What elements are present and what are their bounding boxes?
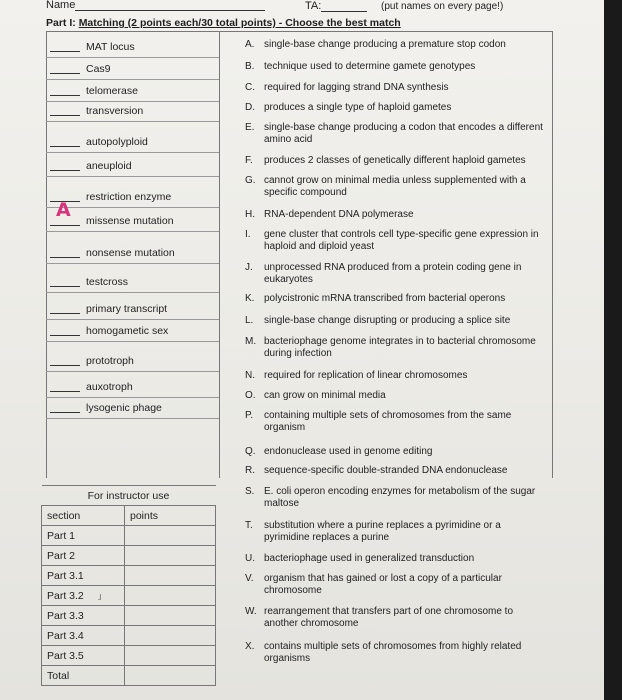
name-label: Name — [46, 0, 76, 11]
option-text: technique used to determine gamete genotypes — [264, 61, 476, 72]
term-label: aneuploid — [86, 160, 132, 172]
section-cell: Part 2 — [42, 546, 125, 566]
option-letter: O. — [245, 390, 256, 401]
term-row — [46, 126, 219, 153]
option-letter: K. — [245, 293, 255, 304]
option-item — [245, 61, 550, 73]
ta-field[interactable] — [305, 0, 367, 12]
term-label: primary transcript — [86, 303, 168, 315]
option-letter: P. — [245, 410, 254, 421]
section-cell: Part 3.5 — [42, 646, 125, 666]
term-row — [46, 155, 219, 177]
points-cell[interactable] — [125, 586, 216, 606]
answer-blank[interactable] — [50, 391, 80, 392]
option-item — [245, 573, 550, 597]
name-field[interactable] — [46, 0, 265, 11]
points-cell[interactable] — [125, 606, 216, 626]
term-row — [46, 209, 219, 232]
option-text: substitution where a purine replaces a pyrimidine or a pyrimidine replaces a purine — [264, 520, 501, 543]
option-item — [245, 209, 550, 221]
term-row — [46, 396, 219, 419]
term-label: telomerase — [86, 85, 138, 97]
term-label: homogametic sex — [86, 325, 169, 337]
option-letter: G. — [245, 175, 256, 186]
option-item — [245, 102, 550, 114]
option-letter: F. — [245, 155, 253, 166]
option-text: endonuclease used in genome editing — [264, 446, 433, 457]
option-item — [245, 122, 550, 146]
points-cell[interactable] — [125, 666, 216, 686]
answer-blank[interactable] — [50, 286, 80, 287]
handwritten-answer: A — [56, 199, 71, 221]
option-item — [245, 293, 550, 305]
term-label: restriction enzyme — [86, 191, 172, 203]
option-letter: W. — [245, 606, 257, 617]
section-cell: Part 3.2 — [42, 586, 125, 606]
answer-blank[interactable] — [50, 170, 80, 171]
col-points-header: points — [125, 506, 216, 526]
term-label: nonsense mutation — [86, 247, 175, 259]
term-label: missense mutation — [86, 215, 174, 227]
option-text: contains multiple sets of chromosomes from highly related organisms — [264, 641, 522, 664]
points-cell[interactable] — [125, 546, 216, 566]
ta-blank[interactable] — [321, 1, 367, 12]
option-letter: E. — [245, 122, 255, 133]
section-cell: Total — [42, 666, 125, 686]
names-note: (put names on every page!) — [381, 1, 504, 12]
option-letter: A. — [245, 39, 255, 50]
col-section-header: section — [42, 506, 125, 526]
section-cell: Part 3.4 — [42, 626, 125, 646]
option-item — [245, 606, 550, 630]
term-label: autopolyploid — [86, 136, 148, 148]
option-letter: X. — [245, 641, 255, 652]
option-text: bacteriophage used in generalized transduction — [264, 553, 475, 564]
option-letter: S. — [245, 486, 255, 497]
points-cell[interactable] — [125, 646, 216, 666]
option-text: single-base change disrupting or producing a splice site — [264, 315, 511, 326]
option-item — [245, 155, 550, 167]
option-item — [245, 39, 550, 51]
term-row — [46, 37, 219, 58]
page-edge-shadow — [604, 0, 622, 700]
option-letter: H. — [245, 209, 255, 220]
term-row — [46, 80, 219, 102]
term-row — [46, 375, 219, 398]
option-letter: N. — [245, 370, 255, 381]
ta-label: TA: — [305, 0, 322, 12]
option-item — [245, 465, 550, 477]
term-label: prototroph — [86, 355, 134, 367]
answer-blank[interactable] — [50, 365, 80, 366]
term-label: Cas9 — [86, 63, 111, 75]
option-text: rearrangement that transfers part of one chromosome to another chromosome — [264, 606, 514, 629]
option-letter: D. — [245, 102, 255, 113]
option-item — [245, 641, 550, 665]
option-letter: R. — [245, 465, 255, 476]
term-row — [46, 343, 219, 372]
term-row — [46, 100, 219, 122]
option-text: required for lagging strand DNA synthesis — [264, 82, 449, 93]
option-text: E. coli operon encoding enzymes for metabolism of the sugar maltose — [264, 486, 536, 509]
option-text: cannot grow on minimal media unless supplemented with a specific compound — [264, 175, 526, 198]
points-cell[interactable] — [125, 526, 216, 546]
option-item — [245, 229, 550, 253]
points-cell[interactable] — [125, 626, 216, 646]
term-row — [46, 237, 219, 264]
option-letter: M. — [245, 336, 257, 347]
option-letter: U. — [245, 553, 255, 564]
option-text: gene cluster that controls cell type-specific gene expression in haploid and diploid yeast — [264, 229, 539, 252]
option-item — [245, 315, 550, 327]
term-row — [46, 181, 219, 208]
option-letter: V. — [245, 573, 254, 584]
option-letter: J. — [245, 262, 253, 273]
option-text: single-base change producing a premature stop codon — [264, 39, 506, 50]
option-text: produces a single type of haploid gametes — [264, 102, 452, 113]
answer-blank[interactable] — [50, 335, 80, 336]
part-heading: Matching (2 points each/30 total points) - Choose the best match — [78, 17, 401, 29]
name-blank[interactable] — [75, 0, 265, 11]
option-item — [245, 390, 550, 402]
section-cell: Part 3.3 — [42, 606, 125, 626]
answer-blank[interactable] — [50, 257, 80, 258]
term-label: auxotroph — [86, 381, 133, 393]
option-text: produces 2 classes of genetically different haploid gametes — [264, 155, 526, 166]
option-text: RNA-dependent DNA polymerase — [264, 209, 414, 220]
pencil-mark: ɹ — [98, 591, 102, 603]
term-row — [46, 297, 219, 320]
option-text: single-base change producing a codon that encodes a different amino acid — [264, 122, 543, 145]
term-label: transversion — [86, 105, 144, 117]
answer-blank[interactable] — [50, 73, 80, 74]
option-item — [245, 370, 550, 382]
option-item — [245, 446, 550, 458]
answer-blank[interactable] — [50, 95, 80, 96]
option-letter: I. — [245, 229, 251, 240]
answer-blank[interactable] — [50, 51, 80, 52]
option-letter: Q. — [245, 446, 256, 457]
option-item — [245, 82, 550, 94]
term-label: lysogenic phage — [86, 402, 162, 414]
instructor-table — [41, 485, 216, 686]
option-text: can grow on minimal media — [264, 390, 386, 401]
option-text: required for replication of linear chromosomes — [264, 370, 468, 381]
option-item — [245, 336, 550, 360]
term-row — [46, 58, 219, 80]
option-text: unprocessed RNA produced from a protein coding gene in eukaryotes — [264, 262, 522, 285]
option-item — [245, 553, 550, 565]
option-item — [245, 410, 550, 434]
option-letter: B. — [245, 61, 255, 72]
option-text: bacteriophage genome integrates in to bacterial chromosome during infection — [264, 336, 536, 359]
answer-blank[interactable] — [50, 412, 80, 413]
section-cell: Part 3.1 — [42, 566, 125, 586]
option-letter: T. — [245, 520, 253, 531]
option-item — [245, 486, 550, 510]
term-label: testcross — [86, 276, 129, 288]
instructor-caption: For instructor use — [42, 486, 216, 506]
answer-blank[interactable] — [50, 313, 80, 314]
term-label: MAT locus — [86, 41, 135, 53]
option-letter: L. — [245, 315, 254, 326]
answer-blank[interactable] — [50, 225, 80, 226]
answer-blank[interactable] — [50, 146, 80, 147]
option-text: organism that has gained or lost a copy of a particular chromosome — [264, 573, 502, 596]
answer-blank[interactable] — [50, 115, 80, 116]
option-text: sequence-specific double-stranded DNA endonuclease — [264, 465, 508, 476]
option-letter: C. — [245, 82, 255, 93]
part-prefix: Part I: — [46, 17, 76, 29]
points-cell[interactable] — [125, 566, 216, 586]
option-item — [245, 175, 550, 199]
section-cell: Part 1 — [42, 526, 125, 546]
part-title — [46, 17, 401, 29]
option-item — [245, 262, 550, 286]
option-text: containing multiple sets of chromosomes from the same organism — [264, 410, 512, 433]
term-row — [46, 266, 219, 293]
term-row — [46, 319, 219, 342]
option-text: polycistronic mRNA transcribed from bacterial operons — [264, 293, 506, 304]
option-item — [245, 520, 550, 544]
